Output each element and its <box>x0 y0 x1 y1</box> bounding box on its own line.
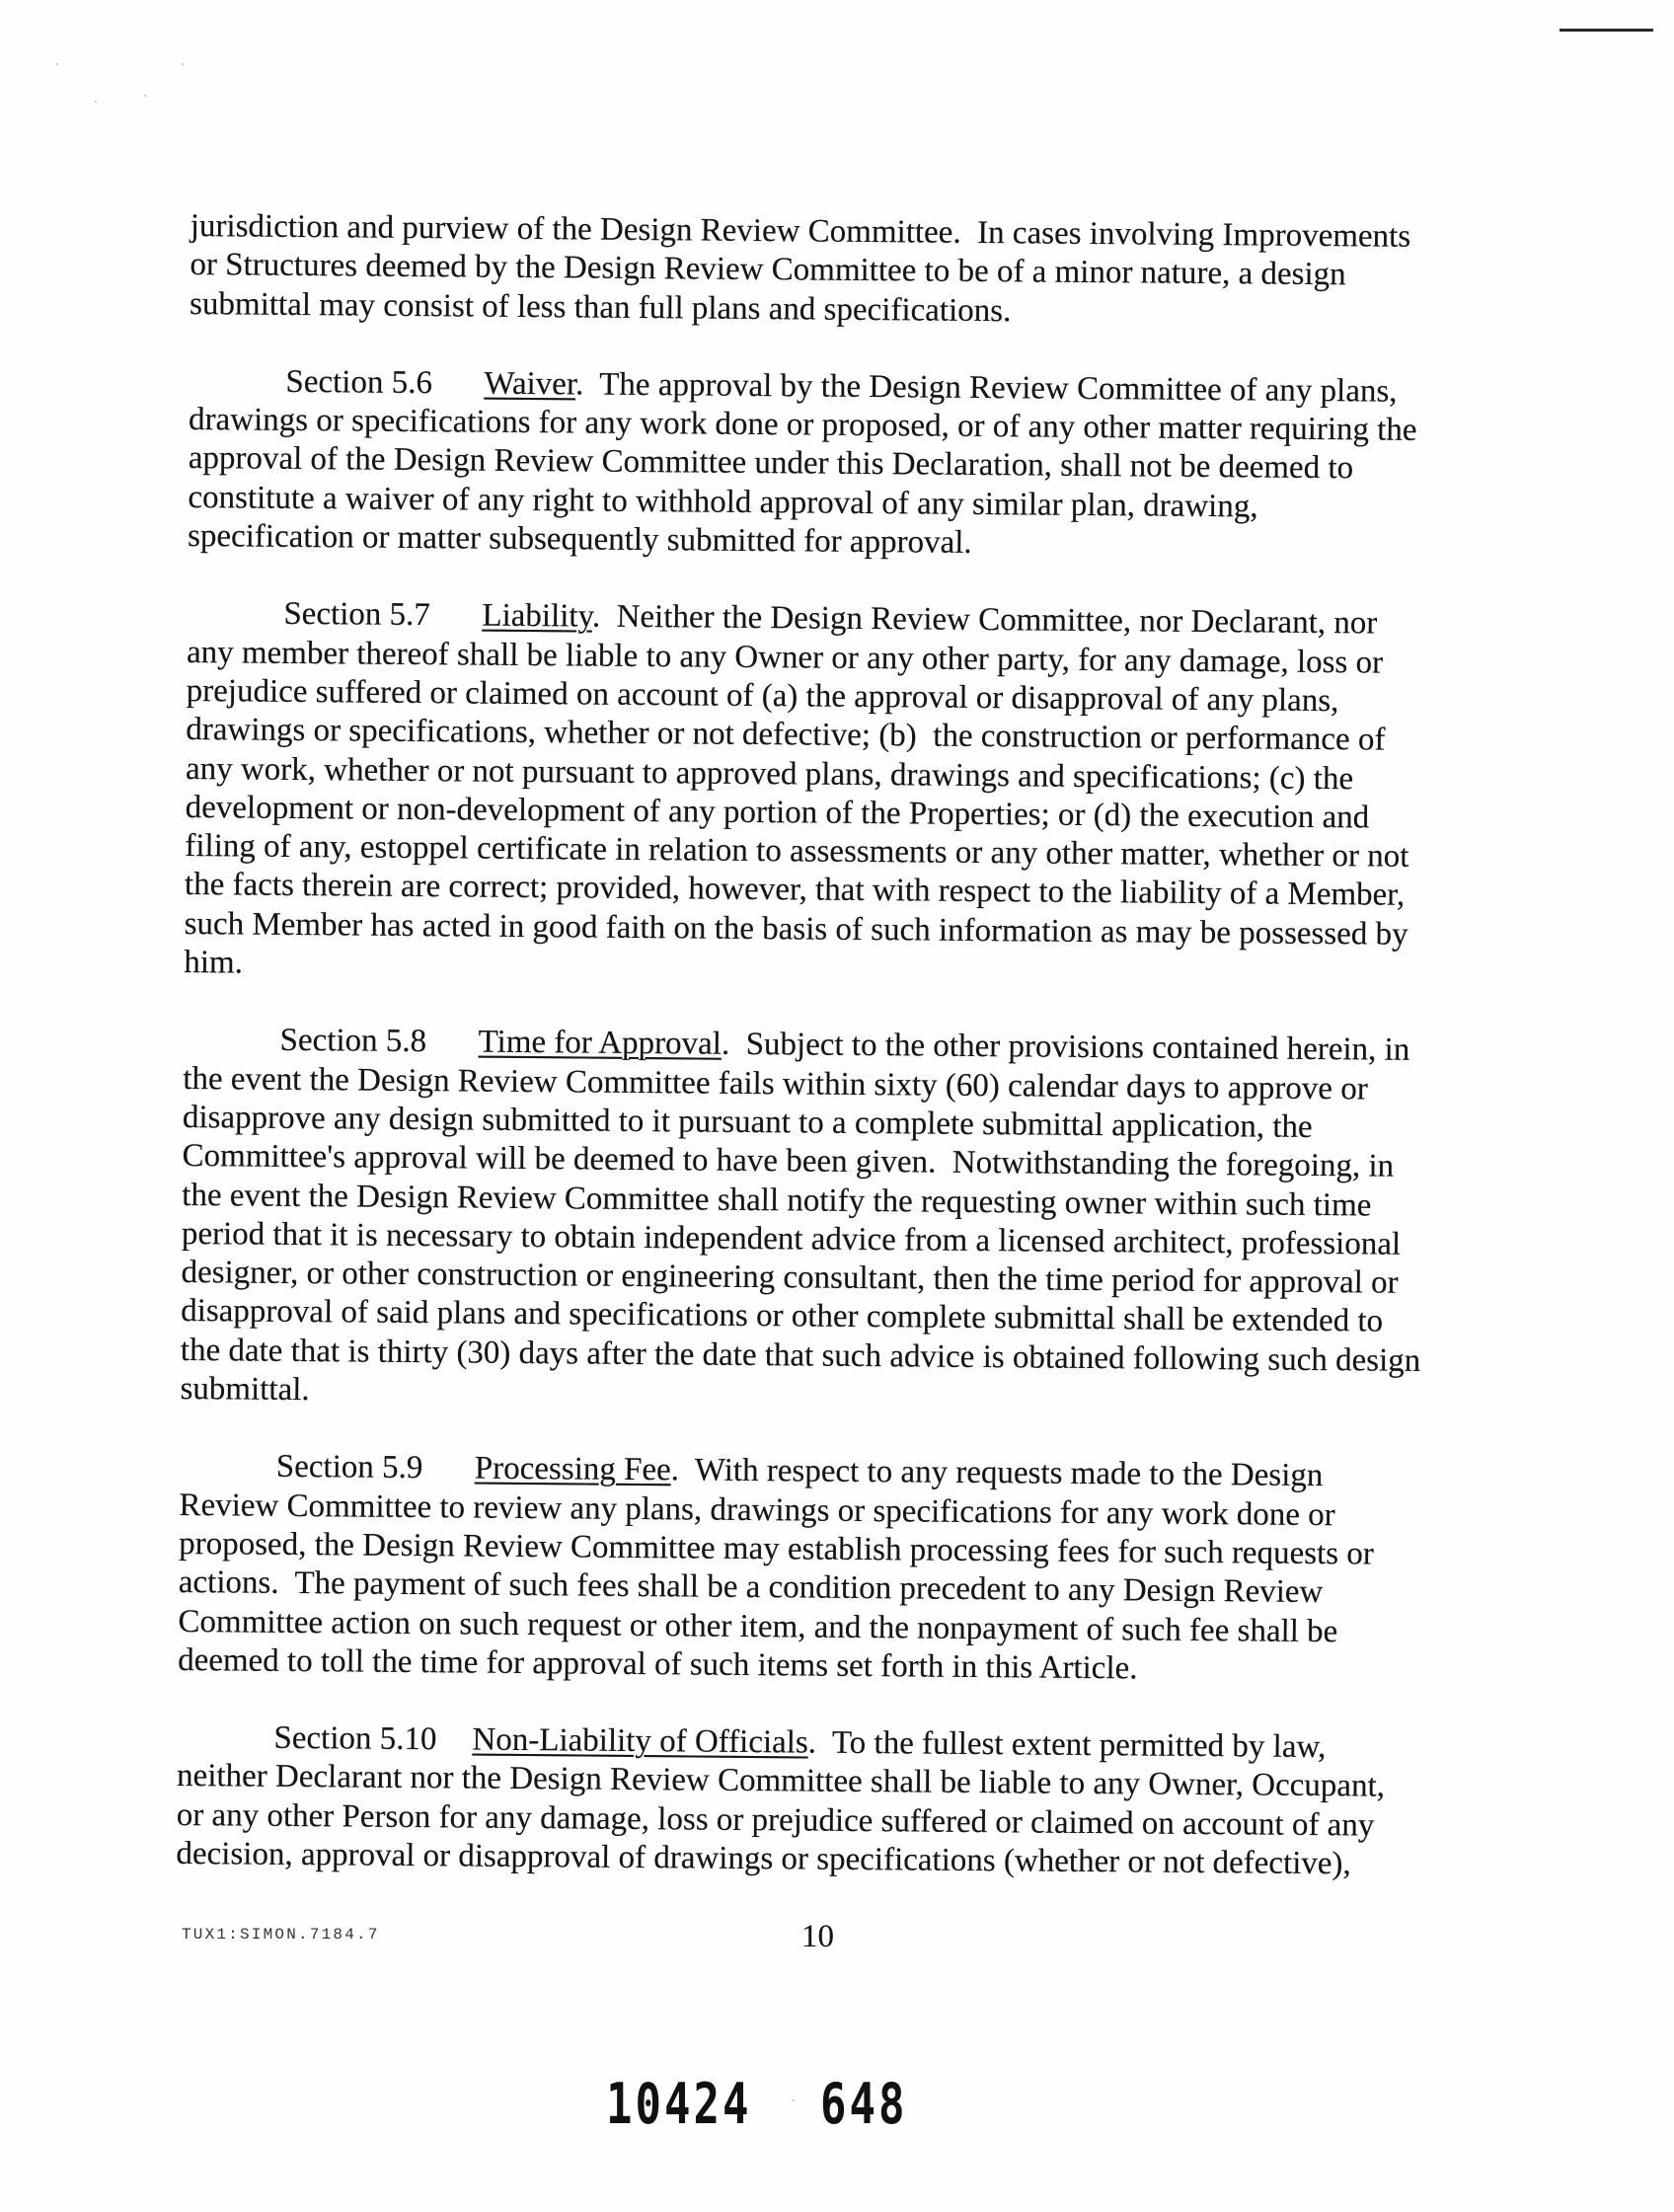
section-line: such Member has acted in good faith on the basis of such information as may be possessed by <box>184 905 1408 953</box>
section-line: any work, whether or not pursuant to approved plans, drawings and specifications; (c) the <box>185 750 1354 797</box>
recording-stamp-page: 648 <box>820 2072 908 2138</box>
scan-speck <box>182 63 184 65</box>
scan-speck <box>95 101 97 103</box>
section-first-line-text: . With respect to any requests made to the Design <box>670 1452 1324 1494</box>
section-number: Section 5.10 <box>273 1719 437 1758</box>
section-number: Section 5.7 <box>283 596 431 634</box>
section-first-line-text: . To the fullest extent permitted by law, <box>807 1724 1327 1766</box>
section-line: drawings or specifications for any work done or proposed, or of any other matter requiring the <box>188 402 1417 449</box>
section-line: Review Committee to review any plans, drawings or specifications for any work done or <box>179 1487 1335 1533</box>
section-number: Section 5.8 <box>279 1023 427 1060</box>
section-5-8-time-for-approval <box>180 1021 1584 1420</box>
document-reference-code: TUX1:SIMON.7184.7 <box>182 1926 380 1944</box>
section-first-line-text: . The approval by the Design Review Committee of any plans, <box>574 366 1398 410</box>
intro-line: submittal may consist of less than full plans and specifications. <box>189 285 1012 329</box>
intro-line: or Structures deemed by the Design Review Committee to be of a minor nature, a design <box>190 247 1346 293</box>
section-line: decision, approval or disapproval of drawings or specifications (whether or not defective), <box>176 1835 1351 1882</box>
section-number: Section 5.6 <box>285 363 433 402</box>
section-first-line-text: . Neither the Design Review Committee, nor Declarant, nor <box>591 598 1378 642</box>
scan-speck <box>793 2099 795 2101</box>
scan-speck <box>56 63 58 65</box>
page-number: 10 <box>801 1919 834 1954</box>
section-line: any member thereof shall be liable to any Owner or any other party, for any damage, loss or <box>186 634 1384 681</box>
section-5-6-waiver <box>188 362 1591 569</box>
section-line: Committee action on such request or other item, and the nonpayment of such fee shall be <box>178 1603 1338 1649</box>
section-line: approval of the Design Review Committee under this Declaration, shall not be deemed to <box>188 440 1354 487</box>
section-title: Time for Approval <box>478 1024 723 1063</box>
section-line: period that it is necessary to obtain independent advice from a licensed architect, professional <box>181 1215 1402 1262</box>
section-line: the event the Design Review Committee fails within sixty (60) calendar days to approve or <box>183 1060 1368 1107</box>
intro-paragraph <box>190 207 1592 336</box>
section-5-9-processing-fee <box>178 1447 1581 1692</box>
section-line: the facts therein are correct; provided, however, that with respect to the liability of a Member, <box>184 867 1406 914</box>
section-line: specification or matter subsequently submitted for approval. <box>187 518 972 561</box>
section-line: neither Declarant nor the Design Review Committee shall be liable to any Owner, Occupant, <box>176 1758 1386 1805</box>
section-line: the event the Design Review Committee shall notify the requesting owner within such time <box>182 1177 1372 1224</box>
section-line: filing of any, estoppel certificate in relation to assessments or any other matter, whether or not <box>185 828 1409 875</box>
section-first-line-text: . Subject to the other provisions contained herein, in <box>721 1027 1410 1069</box>
section-5-10-non-liability-of-officials <box>176 1718 1578 1886</box>
section-line: him. <box>184 945 244 981</box>
scan-speck <box>144 95 146 97</box>
section-line: or any other Person for any damage, loss or prejudice suffered or claimed on account of any <box>176 1796 1375 1844</box>
scan-edge-mark <box>1560 29 1653 32</box>
section-line: actions. The payment of such fees shall be a condition precedent to any Design Review <box>178 1564 1324 1611</box>
section-line: development or non-development of any portion of the Properties; or (d) the execution and <box>185 789 1370 836</box>
document-body <box>176 207 1592 1925</box>
section-title: Liability <box>482 597 593 635</box>
section-line: Committee's approval will be deemed to have been given. Notwithstanding the foregoing, in <box>182 1138 1395 1184</box>
section-line: disapprove any design submitted to it pursuant to a complete submittal application, the <box>182 1099 1313 1145</box>
section-line: disapproval of said plans and specifications or other complete submittal shall be extended to <box>181 1293 1384 1340</box>
section-line: deemed to toll the time for approval of such items set forth in this Article. <box>177 1641 1138 1687</box>
section-number: Section 5.9 <box>275 1449 423 1487</box>
section-line: submittal. <box>180 1370 310 1409</box>
intro-line: jurisdiction and purview of the Design Review Committee. In cases involving Improvements <box>190 207 1411 255</box>
section-line: proposed, the Design Review Committee may establish processing fees for such requests or <box>179 1525 1374 1572</box>
section-line: designer, or other construction or engineering consultant, then the time period for approval or <box>181 1255 1399 1301</box>
section-title: Non-Liability of Officials <box>472 1721 808 1761</box>
section-title: Waiver <box>484 365 576 403</box>
section-line: drawings or specifications, whether or not defective; (b) the construction or performance of <box>186 712 1386 758</box>
section-line: constitute a waiver of any right to withhold approval of any similar plan, drawing, <box>188 479 1258 525</box>
section-title: Processing Fee <box>474 1450 671 1488</box>
section-line: the date that is thirty (30) days after the date that such advice is obtained following such design <box>180 1332 1421 1379</box>
section-line: prejudice suffered or claimed on account of (a) the approval or disapproval of any plans, <box>186 672 1339 720</box>
section-5-7-liability <box>184 594 1588 994</box>
recording-stamp-book: 10424 <box>606 2072 752 2138</box>
